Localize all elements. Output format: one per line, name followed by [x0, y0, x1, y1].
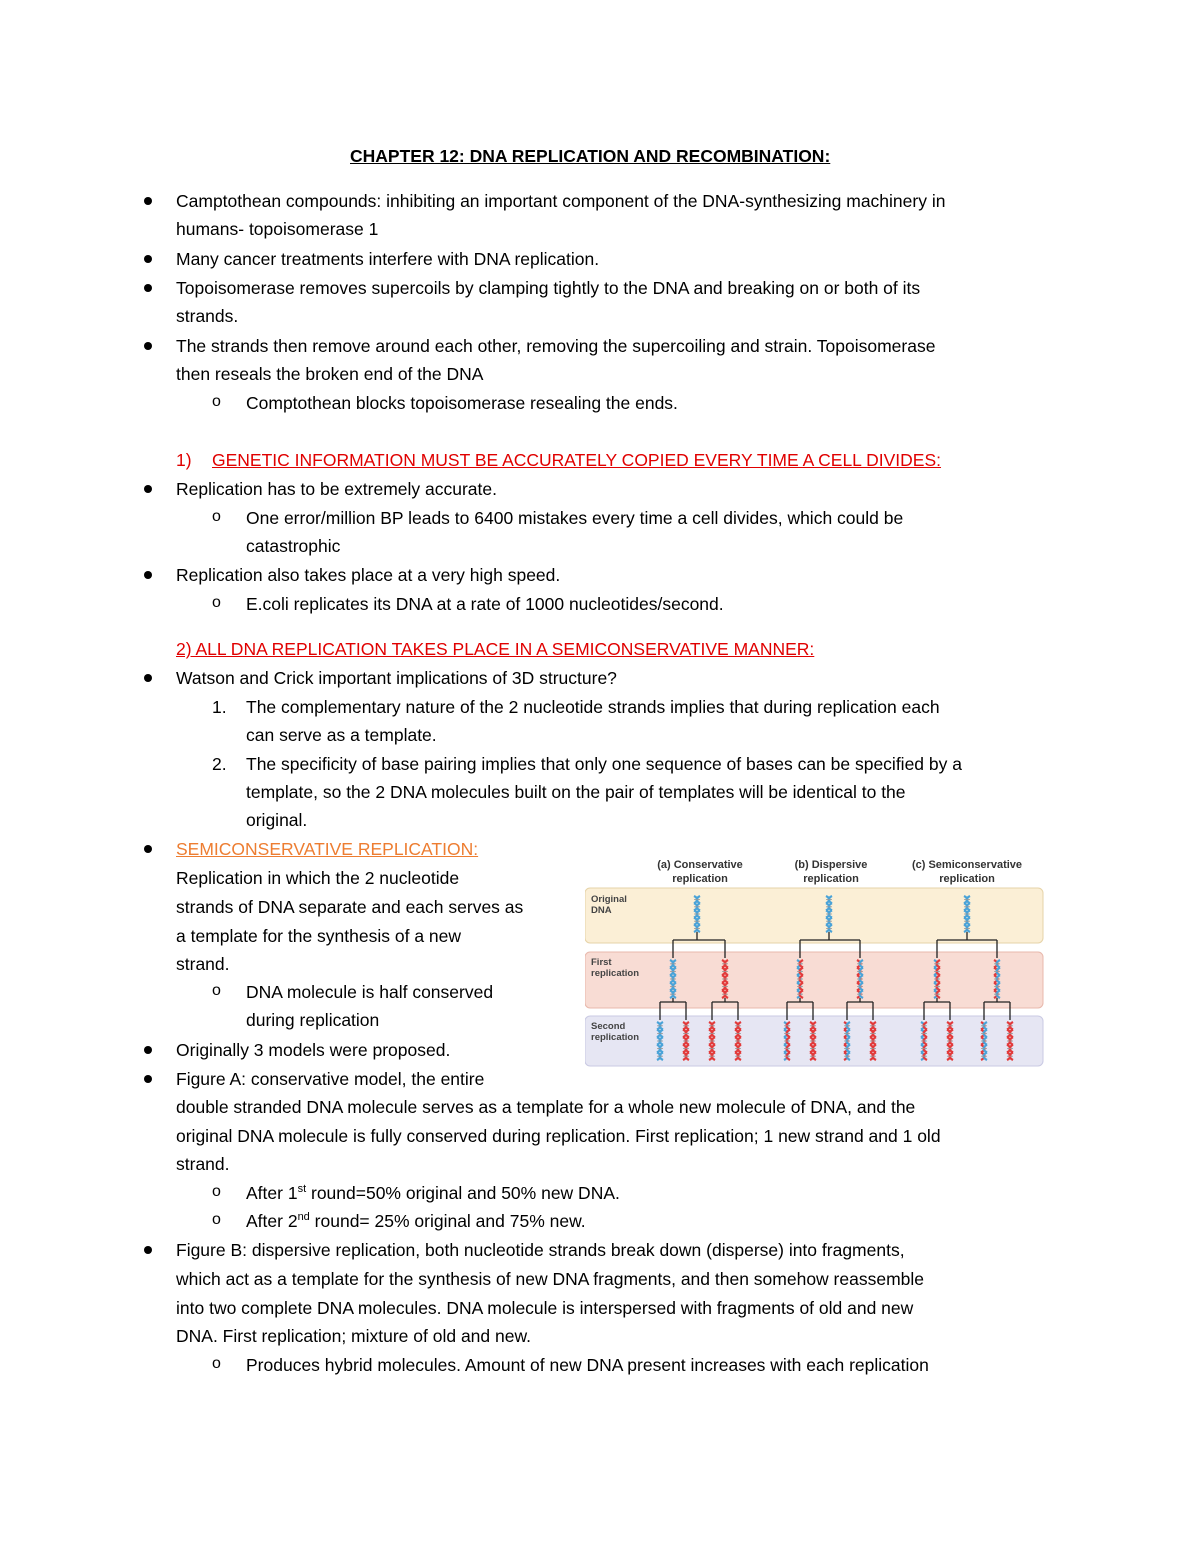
section-2-bullet-1: Watson and Crick important implications of 3D structure?: [176, 668, 617, 688]
sub-bullet-marker: o: [212, 1211, 221, 1228]
column-a-title-line-2: replication: [672, 873, 728, 885]
bullet-dot: [144, 485, 152, 493]
bullet-dot: [144, 1046, 152, 1054]
semiconservative-sub-line-2: during replication: [246, 1010, 380, 1030]
intro-bullet-2: Many cancer treatments interfere with DNA replication.: [176, 249, 600, 269]
section-1-sub-2: E.coli replicates its DNA at a rate of 1000 nucleotides/second.: [246, 594, 724, 614]
figure-a-sub-1: After 1st round=50% original and 50% new DNA.: [246, 1183, 620, 1203]
section-1-heading: GENETIC INFORMATION MUST BE ACCURATELY COPIED EVERY TIME A CELL DIVIDES:: [212, 450, 942, 470]
row-1-label-line-2: DNA: [591, 905, 612, 916]
figure-a-line-4: strand.: [176, 1154, 230, 1174]
page-title: CHAPTER 12: DNA REPLICATION AND RECOMBINATION:: [350, 146, 831, 166]
sub-bullet-marker: o: [212, 1355, 221, 1372]
column-a-title-line-1: (a) Conservative: [657, 859, 743, 871]
row-3-label-line-1: Second: [591, 1021, 626, 1032]
numbered-label-2: 2.: [212, 754, 227, 774]
figure-a-line-2: double stranded DNA molecule serves as a template for a whole new molecule of DNA, and the: [176, 1097, 916, 1117]
sub-bullet-marker: o: [212, 1183, 221, 1200]
section-1-bullet-2: Replication also takes place at a very high speed.: [176, 565, 561, 585]
bullet-dot: [144, 255, 152, 263]
bullet-dot: [144, 284, 152, 292]
original-dna-row: [585, 888, 1043, 943]
numbered-label-1: 1.: [212, 697, 227, 717]
bullet-dot: [144, 1075, 152, 1083]
models-bullet: Originally 3 models were proposed.: [176, 1040, 451, 1060]
first-replication-row: [585, 952, 1043, 1008]
section-2-heading: 2) ALL DNA REPLICATION TAKES PLACE IN A SEMICONSERVATIVE MANNER:: [176, 639, 815, 659]
bullet-dot: [144, 674, 152, 682]
semiconservative-line-2: strands of DNA separate and each serves as: [176, 897, 524, 917]
numbered-2-line-3: original.: [246, 810, 308, 830]
column-b-title-line-1: (b) Dispersive: [794, 859, 868, 871]
figure-a-line-1: Figure A: conservative model, the entire: [176, 1069, 485, 1089]
figure-b-line-4: DNA. First replication; mixture of old and new.: [176, 1326, 532, 1346]
row-1-label-line-1: Original: [591, 894, 627, 905]
column-b-title-line-2: replication: [803, 873, 859, 885]
sub-bullet-marker: o: [212, 508, 221, 525]
figure-b-sub: Produces hybrid molecules. Amount of new DNA present increases with each replication: [246, 1355, 929, 1375]
figure-b-line-2: which act as a template for the synthesis of new DNA fragments, and then somehow reassemble: [176, 1269, 925, 1289]
figure-b-line-1: Figure B: dispersive replication, both nucleotide strands break down (disperse) into fragments,: [176, 1240, 905, 1260]
bullet-dot: [144, 342, 152, 350]
intro-bullet-1-line-2: humans- topoisomerase 1: [176, 219, 379, 239]
section-1-sub-1-line-1: One error/million BP leads to 6400 mistakes every time a cell divides, which could be: [246, 508, 904, 528]
column-c-title-line-2: replication: [939, 873, 995, 885]
numbered-2-line-2: template, so the 2 DNA molecules built on the pair of templates will be identical to the: [246, 782, 906, 802]
semiconservative-line-3: a template for the synthesis of a new: [176, 926, 462, 946]
sub-bullet-marker: o: [212, 393, 221, 410]
intro-bullet-4-line-1: The strands then remove around each other, removing the supercoiling and strain. Topoisomerase: [176, 336, 936, 356]
section-1-number: 1): [176, 450, 192, 470]
sub-bullet-marker: o: [212, 982, 221, 999]
figure-a-sub-2: After 2nd round= 25% original and 75% new.: [246, 1211, 586, 1231]
numbered-1-line-2: can serve as a template.: [246, 725, 437, 745]
semiconservative-heading: SEMICONSERVATIVE REPLICATION:: [176, 839, 479, 859]
bullet-dot: [144, 845, 152, 853]
figure-b-line-3: into two complete DNA molecules. DNA molecule is interspersed with fragments of old and new: [176, 1298, 914, 1318]
intro-bullet-3-line-2: strands.: [176, 306, 239, 326]
intro-bullet-1-line-1: Camptothean compounds: inhibiting an important component of the DNA-synthesizing machinery in: [176, 191, 946, 211]
sub-bullet-marker: o: [212, 594, 221, 611]
intro-sub-bullet: Comptothean blocks topoisomerase resealing the ends.: [246, 393, 678, 413]
replication-models-figure: [585, 854, 1045, 1068]
bullet-dot: [144, 197, 152, 205]
numbered-2-line-1: The specificity of base pairing implies that only one sequence of bases can be specified by a: [246, 754, 962, 774]
intro-bullet-4-line-2: then reseals the broken end of the DNA: [176, 364, 484, 384]
semiconservative-sub-line-1: DNA molecule is half conserved: [246, 982, 494, 1002]
row-3-label-line-2: replication: [591, 1032, 640, 1043]
intro-bullet-3-line-1: Topoisomerase removes supercoils by clamping tightly to the DNA and breaking on or both of its: [176, 278, 921, 298]
row-2-label-line-1: First: [591, 957, 612, 968]
section-1-sub-1-line-2: catastrophic: [246, 536, 341, 556]
semiconservative-line-1: Replication in which the 2 nucleotide: [176, 868, 460, 888]
section-1-bullet-1: Replication has to be extremely accurate.: [176, 479, 497, 499]
figure-a-line-3: original DNA molecule is fully conserved during replication. First replication; 1 new strand and 1 old: [176, 1126, 941, 1146]
semiconservative-line-4: strand.: [176, 954, 230, 974]
numbered-1-line-1: The complementary nature of the 2 nucleotide strands implies that during replication each: [246, 697, 940, 717]
bullet-dot: [144, 1246, 152, 1254]
row-2-label-line-2: replication: [591, 968, 640, 979]
column-c-title-line-1: (c) Semiconservative: [911, 859, 1023, 871]
bullet-dot: [144, 571, 152, 579]
